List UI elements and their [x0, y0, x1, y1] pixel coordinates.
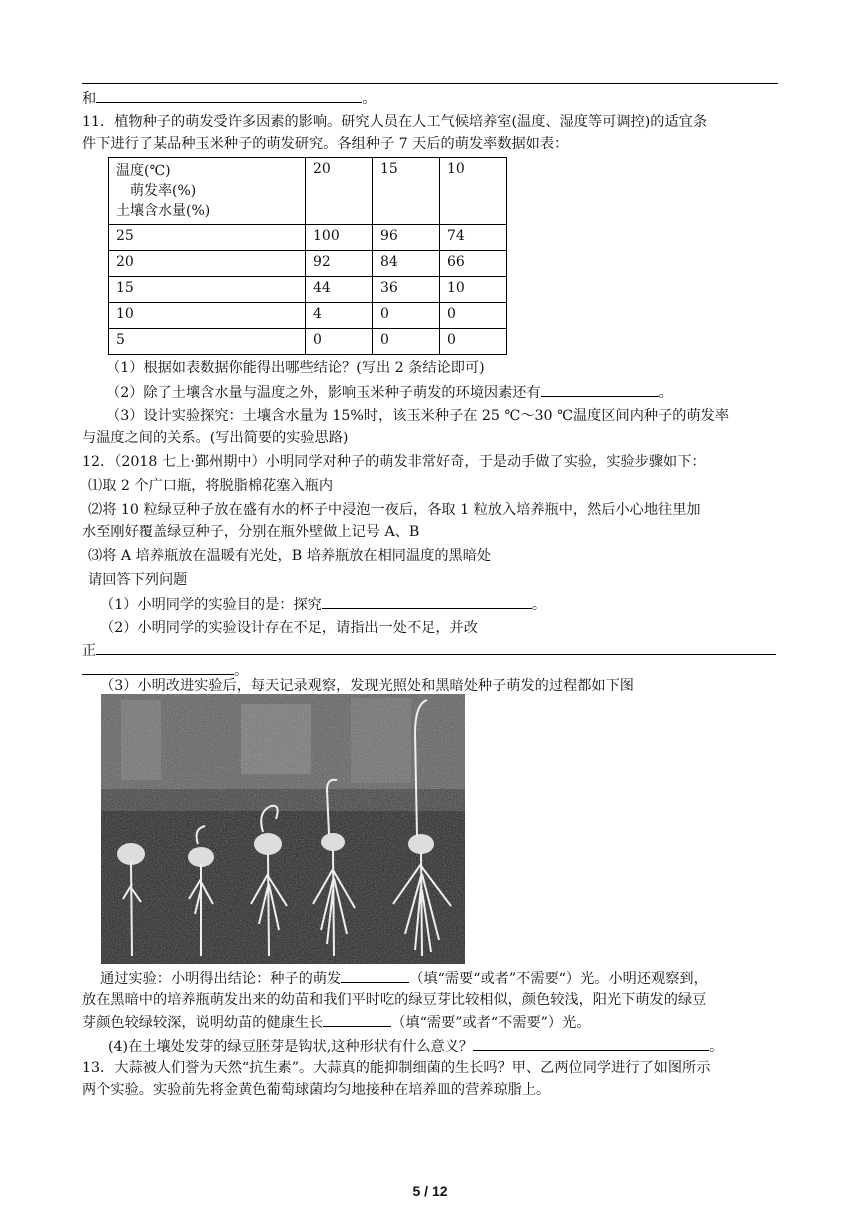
table-cell: 44: [306, 277, 373, 303]
seed-germination-photo: [101, 694, 465, 964]
answer-blank: [96, 88, 362, 103]
q12-ask: 请回答下列问题: [88, 572, 188, 588]
q11-sub3-line1: （3）设计实验探究：土壤含水量为 15%时，该玉米种子在 25 ℃～30 ℃温度区间内种子的萌发率: [106, 408, 730, 424]
q13-line2: 两个实验。实验前先将金黄色葡萄球菌均匀地接种在培养皿的营养琼脂上。: [82, 1082, 551, 1098]
table-corner-header: 温度(℃) 萌发率(%) 土壤含水量(%): [109, 158, 306, 225]
q12-step3: ⑶将 A 培养瓶放在温暖有光处，B 培养瓶放在相同温度的黑暗处: [88, 548, 492, 564]
q12-step2-line2: 水至刚好覆盖绿豆种子，分别在瓶外壁做上记号 A、B: [82, 524, 420, 540]
table-cell: 96: [373, 225, 440, 251]
table-cell: 10: [440, 277, 507, 303]
table-cell-moisture: 25: [109, 225, 306, 251]
q11-sub2: （2）除了土壤含水量与温度之外，影响玉米种子萌发的环境因素还有 。: [106, 382, 673, 403]
answer-blank: [96, 640, 776, 655]
table-cell: 66: [440, 251, 507, 277]
q12-conclusion-line1: 通过实验：小明得出结论：种子的萌发 （填“需要“或者”不需要“）光。小明还观察到，: [100, 968, 708, 989]
q12-sub4: (4)在土壤处发芽的绿豆胚芽是钩状,这种形状有什么意义？ 。: [108, 1036, 723, 1057]
answer-blank: [473, 1036, 709, 1051]
table-cell: 92: [306, 251, 373, 277]
table-row: [109, 329, 507, 355]
table-cell: 0: [440, 303, 507, 329]
table-cell-moisture: 15: [109, 277, 306, 303]
q12-conclusion-line2: 放在黑暗中的培养瓶萌发出来的幼苗和我们平时吃的绿豆芽比较相似，颜色较浅，阳光下萌发的绿豆: [82, 992, 707, 1008]
q12-sub1: （1）小明同学的实验目的是：探究 。: [100, 594, 546, 615]
table-header-temp: 15: [373, 158, 440, 225]
germination-table: [108, 157, 507, 355]
table-row: [109, 277, 507, 303]
table-cell: 4: [306, 303, 373, 329]
q13-line1: 13．大蒜被人们誉为天然“抗生素”。大蒜真的能抑制细菌的生长吗？甲、乙两位同学进行了如图所示: [82, 1060, 711, 1076]
q12-conclusion-line3: 芽颜色较绿较深，说明幼苗的健康生长 （填“需要”或者“不需要”）光。: [82, 1012, 590, 1033]
table-row: [109, 225, 507, 251]
answer-blank: [541, 382, 659, 397]
table-row: [109, 251, 507, 277]
table-cell: 0: [440, 329, 507, 355]
table-cell: 0: [306, 329, 373, 355]
page-number: 5 / 12: [412, 1183, 448, 1199]
text-line-he: 和 。: [82, 88, 376, 109]
table-cell: 84: [373, 251, 440, 277]
table-cell-moisture: 20: [109, 251, 306, 277]
q11-sub3-line2: 与温度之间的关系。(写出简要的实验思路): [82, 430, 349, 446]
table-cell: 74: [440, 225, 507, 251]
table-row: [109, 303, 507, 329]
q12-step1: ⑴取 2 个广口瓶，将脱脂棉花塞入瓶内: [88, 478, 334, 494]
table-cell-moisture: 10: [109, 303, 306, 329]
table-cell: 0: [373, 303, 440, 329]
answer-blank: [82, 660, 234, 675]
table-cell-moisture: 5: [109, 329, 306, 355]
q12-sub2-line2: 正: [82, 640, 776, 661]
q12-sub3: （3）小明改进实验后，每天记录观察，发现光照处和黑暗处种子萌发的过程都如下图: [100, 678, 634, 694]
answer-blank: [341, 968, 409, 983]
q11-stem-line1: 11．植物种子的萌发受许多因素的影响。研究人员在人工气候培养室(温度、湿度等可调控)的适宜条: [82, 114, 708, 130]
table-header-temp: 20: [306, 158, 373, 225]
table-cell: 0: [373, 329, 440, 355]
q12-stem: 12．（2018 七上·鄞州期中）小明同学对种子的萌发非常好奇，于是动手做了实验，实验步骤如下：: [82, 454, 706, 470]
table-header-row: [109, 158, 507, 225]
q11-stem-line2: 件下进行了某品种玉米种子的萌发研究。各组种子 7 天后的萌发率数据如表：: [82, 136, 569, 152]
answer-line-top: [82, 83, 778, 84]
q12-sub2-line1: （2）小明同学的实验设计存在不足，请指出一处不足，并改: [100, 620, 478, 636]
table-cell: 100: [306, 225, 373, 251]
q12-step2-line1: ⑵将 10 粒绿豆种子放在盛有水的杯子中浸泡一夜后，各取 1 粒放入培养瓶中，然后小心地往里加: [88, 502, 701, 518]
answer-blank: [322, 594, 532, 609]
q11-sub1: （1）根据如表数据你能得出哪些结论？(写出 2 条结论即可): [106, 360, 485, 376]
answer-blank: [323, 1012, 391, 1027]
table-cell: 36: [373, 277, 440, 303]
table-header-temp: 10: [440, 158, 507, 225]
q12-sub2-line3: 。: [82, 660, 248, 681]
